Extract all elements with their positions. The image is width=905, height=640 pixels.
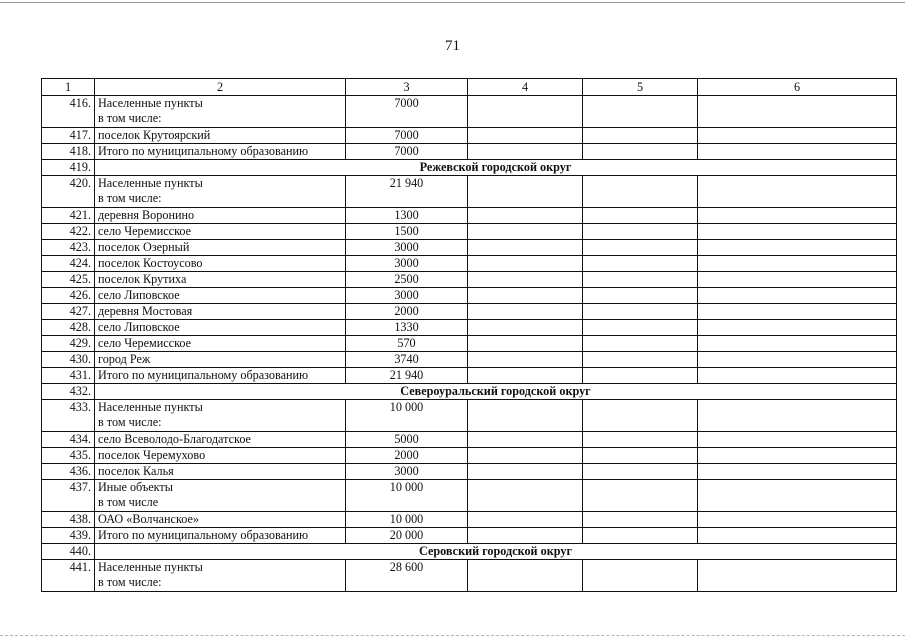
- item-name: [95, 304, 346, 320]
- item-value: 1300: [346, 208, 468, 224]
- empty-cell-col-6: [698, 128, 897, 144]
- table-row: [42, 512, 897, 528]
- table-row: [42, 304, 897, 320]
- empty-cell-col-4: [468, 208, 583, 224]
- item-value: 5000: [346, 432, 468, 448]
- row-number: 431.: [42, 368, 95, 384]
- empty-cell-col-5: [583, 224, 698, 240]
- empty-cell-col-5: [583, 256, 698, 272]
- empty-cell-col-4: [468, 368, 583, 384]
- item-value: 7000: [346, 128, 468, 144]
- table-row: [42, 256, 897, 272]
- column-header-4: 4: [468, 79, 583, 96]
- empty-cell-col-5: [583, 528, 698, 544]
- empty-cell-col-5: [583, 288, 698, 304]
- section-title: Режевской городской округ: [95, 160, 897, 176]
- row-number: 433.: [42, 400, 95, 432]
- empty-cell-col-4: [468, 96, 583, 128]
- empty-cell-col-4: [468, 176, 583, 208]
- item-name-line: поселок Калья: [98, 464, 174, 478]
- row-number: 432.: [42, 384, 95, 400]
- row-number: 439.: [42, 528, 95, 544]
- empty-cell-col-4: [468, 464, 583, 480]
- item-name-line: поселок Озерный: [98, 240, 190, 254]
- column-header-2: 2: [95, 79, 346, 96]
- empty-cell-col-5: [583, 208, 698, 224]
- empty-cell-col-4: [468, 512, 583, 528]
- item-name: [95, 256, 346, 272]
- table-row: [42, 144, 897, 160]
- item-name-line: поселок Крутоярский: [98, 128, 211, 142]
- section-title: Серовский городской округ: [95, 544, 897, 560]
- section-title: Североуральский городской округ: [95, 384, 897, 400]
- empty-cell-col-6: [698, 352, 897, 368]
- item-value: 570: [346, 336, 468, 352]
- table-row: [42, 400, 897, 432]
- empty-cell-col-5: [583, 448, 698, 464]
- item-name: [95, 512, 346, 528]
- row-number: 440.: [42, 544, 95, 560]
- table-row: [42, 208, 897, 224]
- table-row: [42, 448, 897, 464]
- row-number: 437.: [42, 480, 95, 512]
- item-name-line: деревня Воронино: [98, 208, 195, 222]
- item-value: 3000: [346, 256, 468, 272]
- table-row: [42, 528, 897, 544]
- column-header-3: 3: [346, 79, 468, 96]
- table-row: [42, 464, 897, 480]
- empty-cell-col-4: [468, 320, 583, 336]
- empty-cell-col-4: [468, 480, 583, 512]
- item-name: [95, 224, 346, 240]
- empty-cell-col-6: [698, 176, 897, 208]
- row-number: 430.: [42, 352, 95, 368]
- column-header-6: 6: [698, 79, 897, 96]
- item-name-line: в том числе:: [98, 110, 162, 125]
- item-name: [95, 144, 346, 160]
- row-number: 419.: [42, 160, 95, 176]
- empty-cell-col-5: [583, 512, 698, 528]
- empty-cell-col-6: [698, 208, 897, 224]
- item-name-line: Иные объекты: [98, 480, 173, 494]
- item-name-line: в том числе:: [98, 574, 162, 589]
- table-row: [42, 128, 897, 144]
- table-row: [42, 336, 897, 352]
- empty-cell-col-6: [698, 560, 897, 592]
- empty-cell-col-6: [698, 240, 897, 256]
- empty-cell-col-5: [583, 480, 698, 512]
- row-number: 422.: [42, 224, 95, 240]
- empty-cell-col-5: [583, 176, 698, 208]
- item-value: 3740: [346, 352, 468, 368]
- item-name: [95, 400, 346, 432]
- item-name: [95, 432, 346, 448]
- column-header-1: 1: [42, 79, 95, 96]
- item-name-line: Итого по муниципальному образованию: [98, 528, 309, 542]
- empty-cell-col-5: [583, 336, 698, 352]
- empty-cell-col-6: [698, 144, 897, 160]
- table-row: [42, 288, 897, 304]
- top-scan-rule: [0, 2, 905, 3]
- row-number: 429.: [42, 336, 95, 352]
- empty-cell-col-4: [468, 400, 583, 432]
- empty-cell-col-5: [583, 304, 698, 320]
- empty-cell-col-4: [468, 528, 583, 544]
- empty-cell-col-4: [468, 288, 583, 304]
- row-number: 421.: [42, 208, 95, 224]
- empty-cell-col-5: [583, 368, 698, 384]
- empty-cell-col-6: [698, 512, 897, 528]
- empty-cell-col-5: [583, 240, 698, 256]
- item-value: 3000: [346, 288, 468, 304]
- table-row: [42, 352, 897, 368]
- empty-cell-col-4: [468, 224, 583, 240]
- empty-cell-col-5: [583, 144, 698, 160]
- item-value: 10 000: [346, 480, 468, 512]
- row-number: 427.: [42, 304, 95, 320]
- empty-cell-col-6: [698, 304, 897, 320]
- item-value: 3000: [346, 464, 468, 480]
- item-value: 1500: [346, 224, 468, 240]
- table-row: [42, 224, 897, 240]
- item-name: [95, 368, 346, 384]
- empty-cell-col-4: [468, 352, 583, 368]
- row-number: 425.: [42, 272, 95, 288]
- item-name-line: в том числе:: [98, 414, 162, 429]
- empty-cell-col-5: [583, 352, 698, 368]
- empty-cell-col-6: [698, 288, 897, 304]
- item-name: [95, 448, 346, 464]
- row-number: 436.: [42, 464, 95, 480]
- empty-cell-col-4: [468, 256, 583, 272]
- item-name-line: деревня Мостовая: [98, 304, 193, 318]
- item-name: [95, 288, 346, 304]
- item-name-line: поселок Крутиха: [98, 272, 187, 286]
- table-body: [42, 79, 897, 592]
- section-row: [42, 384, 897, 400]
- empty-cell-col-5: [583, 320, 698, 336]
- empty-cell-col-5: [583, 560, 698, 592]
- empty-cell-col-5: [583, 96, 698, 128]
- row-number: 418.: [42, 144, 95, 160]
- item-name-line: город Реж: [98, 352, 151, 366]
- item-name: [95, 272, 346, 288]
- item-name: [95, 240, 346, 256]
- item-name-line: Населенные пункты: [98, 176, 203, 190]
- item-name: [95, 480, 346, 512]
- item-name: [95, 464, 346, 480]
- column-header-5: 5: [583, 79, 698, 96]
- header-row: [42, 79, 897, 96]
- item-name-line: село Липовское: [98, 320, 180, 334]
- empty-cell-col-5: [583, 464, 698, 480]
- table-row: [42, 176, 897, 208]
- empty-cell-col-4: [468, 128, 583, 144]
- row-number: 420.: [42, 176, 95, 208]
- empty-cell-col-6: [698, 96, 897, 128]
- empty-cell-col-6: [698, 464, 897, 480]
- item-value: 3000: [346, 240, 468, 256]
- empty-cell-col-6: [698, 480, 897, 512]
- table-row: [42, 560, 897, 592]
- table-row: [42, 368, 897, 384]
- bottom-scan-rule: [0, 635, 905, 636]
- item-value: 21 940: [346, 368, 468, 384]
- item-name-line: Населенные пункты: [98, 560, 203, 574]
- empty-cell-col-6: [698, 432, 897, 448]
- item-name-line: село Всеволодо-Благодатское: [98, 432, 251, 446]
- empty-cell-col-5: [583, 128, 698, 144]
- empty-cell-col-6: [698, 256, 897, 272]
- empty-cell-col-4: [468, 432, 583, 448]
- page-number: 71: [445, 38, 460, 54]
- empty-cell-col-4: [468, 144, 583, 160]
- table-row: [42, 320, 897, 336]
- item-name-line: в том числе: [98, 494, 159, 509]
- row-number: 424.: [42, 256, 95, 272]
- empty-cell-col-5: [583, 272, 698, 288]
- empty-cell-col-6: [698, 400, 897, 432]
- item-value: 20 000: [346, 528, 468, 544]
- item-value: 7000: [346, 144, 468, 160]
- section-row: [42, 544, 897, 560]
- empty-cell-col-6: [698, 224, 897, 240]
- row-number: 434.: [42, 432, 95, 448]
- item-name: [95, 96, 346, 128]
- section-row: [42, 160, 897, 176]
- empty-cell-col-6: [698, 272, 897, 288]
- item-value: 28 600: [346, 560, 468, 592]
- empty-cell-col-6: [698, 528, 897, 544]
- row-number: 441.: [42, 560, 95, 592]
- item-name-line: ОАО «Волчанское»: [98, 512, 199, 526]
- row-number: 438.: [42, 512, 95, 528]
- item-value: 10 000: [346, 512, 468, 528]
- item-value: 2000: [346, 304, 468, 320]
- item-name-line: село Черемисское: [98, 336, 192, 350]
- row-number: 423.: [42, 240, 95, 256]
- item-name: [95, 560, 346, 592]
- empty-cell-col-4: [468, 272, 583, 288]
- empty-cell-col-4: [468, 304, 583, 320]
- item-name: [95, 208, 346, 224]
- item-name: [95, 336, 346, 352]
- item-name-line: Населенные пункты: [98, 96, 203, 110]
- item-value: 1330: [346, 320, 468, 336]
- row-number: 426.: [42, 288, 95, 304]
- item-name-line: Итого по муниципальному образованию: [98, 144, 309, 158]
- data-table: [41, 78, 897, 592]
- item-name-line: в том числе:: [98, 190, 162, 205]
- empty-cell-col-6: [698, 320, 897, 336]
- item-name: [95, 176, 346, 208]
- table-row: [42, 480, 897, 512]
- empty-cell-col-4: [468, 560, 583, 592]
- item-name-line: село Липовское: [98, 288, 180, 302]
- row-number: 416.: [42, 96, 95, 128]
- empty-cell-col-6: [698, 448, 897, 464]
- row-number: 417.: [42, 128, 95, 144]
- empty-cell-col-6: [698, 368, 897, 384]
- item-name-line: село Черемисское: [98, 224, 192, 238]
- item-name-line: Населенные пункты: [98, 400, 203, 414]
- item-name: [95, 352, 346, 368]
- item-name: [95, 320, 346, 336]
- item-name: [95, 528, 346, 544]
- row-number: 435.: [42, 448, 95, 464]
- empty-cell-col-5: [583, 400, 698, 432]
- table-row: [42, 272, 897, 288]
- empty-cell-col-6: [698, 336, 897, 352]
- item-value: 21 940: [346, 176, 468, 208]
- empty-cell-col-5: [583, 432, 698, 448]
- row-number: 428.: [42, 320, 95, 336]
- empty-cell-col-4: [468, 240, 583, 256]
- item-name-line: поселок Черемухово: [98, 448, 206, 462]
- empty-cell-col-4: [468, 336, 583, 352]
- item-value: 10 000: [346, 400, 468, 432]
- item-value: 2000: [346, 448, 468, 464]
- empty-cell-col-4: [468, 448, 583, 464]
- table-row: [42, 432, 897, 448]
- item-name: [95, 128, 346, 144]
- table-row: [42, 240, 897, 256]
- item-value: 7000: [346, 96, 468, 128]
- item-value: 2500: [346, 272, 468, 288]
- item-name-line: Итого по муниципальному образованию: [98, 368, 309, 382]
- item-name-line: поселок Костоусово: [98, 256, 203, 270]
- table-row: [42, 96, 897, 128]
